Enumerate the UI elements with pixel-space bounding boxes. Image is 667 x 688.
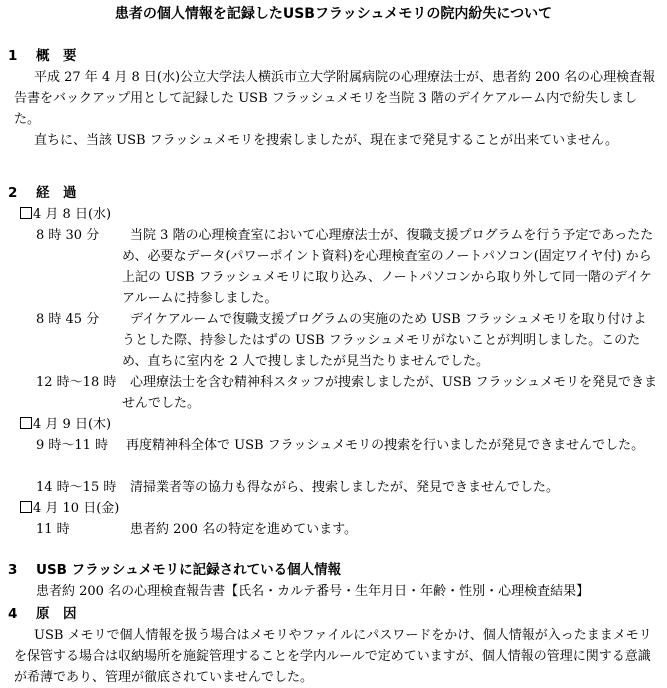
section-1-paragraph-1: 平成 27 年 4 月 8 日(水)公立大学法人横浜市立大学附属病院の心理療法士が、患者約 200 名の心理検査報告書をバックアップ用として記録した USB フラッシュメモリを当院 3 階のデイケアルーム内で紛失しました。	[14, 70, 656, 127]
section-1-heading	[8, 46, 77, 66]
entry-time: 9 時～11 時	[36, 438, 109, 453]
entry-time: 14 時～15 時	[36, 480, 117, 495]
document-title: 患者の個人情報を記録したUSBフラッシュメモリの院内紛失について	[114, 6, 553, 22]
section-title: USB フラッシュメモリに記録されている個人情報	[36, 562, 342, 578]
section-title: 概 要	[36, 48, 77, 64]
section-4-paragraph: USB メモリで個人情報を扱う場合はメモリやファイルにパスワードをかけ、個人情報が入ったままメモリを保管する場合は収納場所を施錠管理することを学内ルールで定めていますが、個人情報の管理に関する意識が希薄であり、管理が徹底されていませんでした。	[14, 628, 652, 685]
entry-time: 8 時 45 分	[36, 312, 100, 327]
entry-text: 清掃業者等の協力も得ながら、捜索しましたが、発見できませんでした。	[130, 480, 560, 495]
section-title: 原 因	[36, 606, 77, 622]
section-3-content: 患者約 200 名の心理検査報告書【氏名・カルテ番号・生年月日・年齢・性別・心理検査結果】	[36, 584, 590, 599]
entry-time: 8 時 30 分	[36, 228, 100, 243]
timeline-date: 4 月 10 日(金)	[20, 498, 119, 519]
entry-text: 当院 3 階の心理検査室において心理療法士が、復職支援プログラムを行う予定であったため、必要なデータ(パワーポイント資料)を心理検査室のノートパソコン(固定ワイヤ付) から上記の USB フラッシュメモリに取り込み、ノートパソコンから取り外して同一階のデイケアルームに持参しました。	[122, 228, 654, 306]
entry-time: 11 時	[36, 522, 70, 537]
checkbox-square-icon	[20, 501, 32, 513]
checkbox-square-icon	[20, 207, 32, 219]
section-number: 2	[8, 185, 18, 201]
timeline-date: 4 月 8 日(水)	[20, 204, 111, 225]
checkbox-square-icon	[20, 417, 32, 429]
entry-text: 再度精神科全体で USB フラッシュメモリの捜索を行いましたが発見できませんでした。	[126, 438, 645, 453]
section-title: 経 過	[36, 185, 77, 201]
entry-text: 患者約 200 名の特定を進めています。	[130, 522, 358, 537]
section-3-heading	[8, 560, 341, 580]
entry-text: デイケアルームで復職支援プログラムの実施のため USB フラッシュメモリを取り付けようとした際、持参したはずの USB フラッシュメモリがないことが判明しました。このため、直ちに室内を 2 人で捜しましたが見当たりませんでした。	[122, 312, 647, 369]
section-number: 3	[8, 562, 18, 578]
section-2-heading	[8, 183, 77, 203]
section-4-heading	[8, 604, 77, 624]
section-1-paragraph-2: 直ちに、当該 USB フラッシュメモリを捜索しましたが、現在まで発見することが出来ていません。	[34, 133, 618, 148]
entry-text: 心理療法士を含む精神科スタッフが捜索しましたが、USB フラッシュメモリを発見できませんでした。	[122, 375, 658, 411]
section-number: 4	[8, 606, 18, 622]
entry-time: 12 時～18 時	[36, 375, 117, 390]
timeline-date: 4 月 9 日(木)	[20, 414, 111, 435]
section-number: 1	[8, 48, 18, 64]
